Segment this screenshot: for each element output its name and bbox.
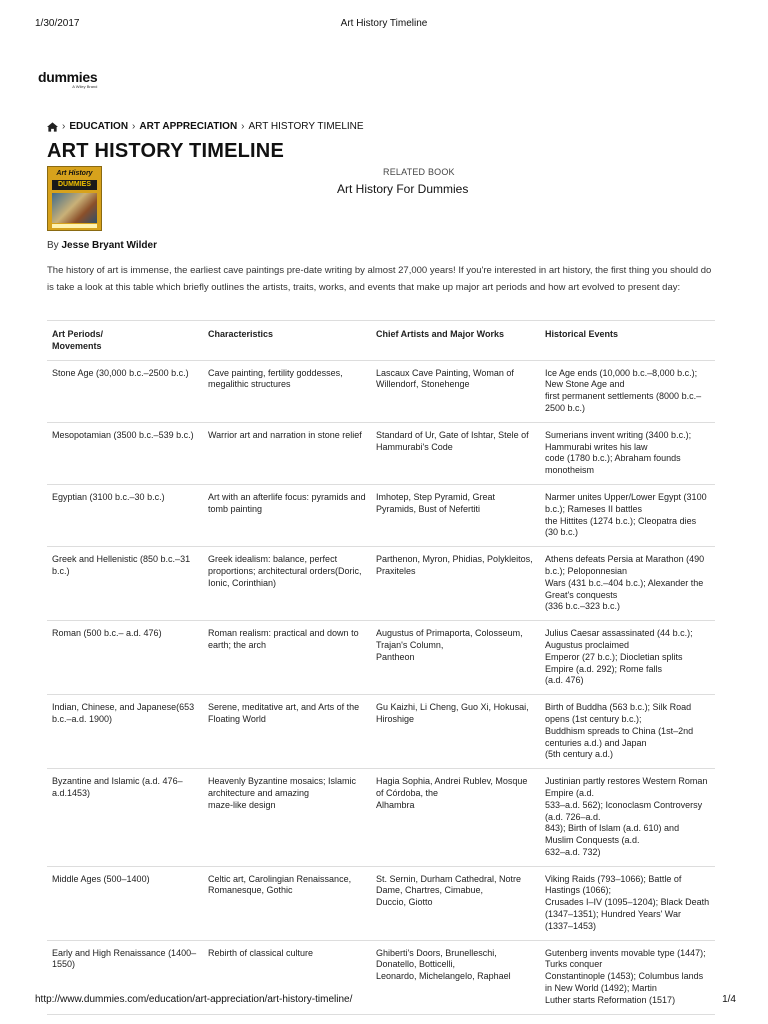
page-url: http://www.dummies.com/education/art-appreciation/art-history-timeline/ [35, 994, 353, 1005]
art-history-table [47, 320, 715, 1015]
table-row [47, 360, 715, 422]
cell-events: Narmer unites Upper/Lower Egypt (3100 b.c.); Rameses II battles the Hittites (1274 b.c.); Cleopatra dies (30 b.c.) [540, 484, 715, 546]
cell-artists: Lascaux Cave Painting, Woman of Willendorf, Stonehenge [371, 360, 540, 422]
table-row [47, 621, 715, 695]
related-book-label: RELATED BOOK [383, 167, 455, 177]
table-row [47, 422, 715, 484]
cell-events: Viking Raids (793–1066); Battle of Hastings (1066); Crusades I–IV (1095–1204); Black Death (1347–1351); Hundred Years' War (1337–1453) [540, 866, 715, 940]
print-header [0, 18, 768, 32]
logo-tagline: A Wiley Brand [72, 84, 98, 89]
cell-period: Early and High Renaissance (1400–1550) [47, 940, 203, 1014]
cell-characteristics: Celtic art, Carolingian Renaissance, Romanesque, Gothic [203, 866, 371, 940]
home-icon[interactable] [47, 122, 58, 132]
page-number: 1/4 [722, 994, 736, 1005]
page-title: ART HISTORY TIMELINE [47, 140, 284, 162]
cell-artists: Gu Kaizhi, Li Cheng, Guo Xi, Hokusai, Hiroshige [371, 695, 540, 769]
table-row [47, 547, 715, 621]
cell-characteristics: Heavenly Byzantine mosaics; Islamic architecture and amazing maze-like design [203, 769, 371, 867]
cell-period: Stone Age (30,000 b.c.–2500 b.c.) [47, 360, 203, 422]
book-cover-image[interactable] [47, 166, 102, 231]
cell-events: Sumerians invent writing (3400 b.c.); Hammurabi writes his law code (1780 b.c.); Abraham founds monotheism [540, 422, 715, 484]
column-header-periods [47, 321, 203, 361]
cell-characteristics: Rebirth of classical culture [203, 940, 371, 1014]
cell-events: Julius Caesar assassinated (44 b.c.); Augustus proclaimed Emperor (27 b.c.); Diocletian splits Empire (a.d. 292); Rome falls (a.d. 476) [540, 621, 715, 695]
cell-period: Mesopotamian (3500 b.c.–539 b.c.) [47, 422, 203, 484]
cell-characteristics: Warrior art and narration in stone relief [203, 422, 371, 484]
breadcrumb-current: ART HISTORY TIMELINE [248, 121, 364, 132]
table-row [47, 484, 715, 546]
table-header-row [47, 321, 715, 361]
print-title: Art History Timeline [340, 18, 428, 29]
breadcrumb-art-appreciation[interactable]: ART APPRECIATION [139, 121, 238, 132]
breadcrumb-education[interactable]: EDUCATION [69, 121, 129, 132]
cell-period: Roman (500 b.c.– a.d. 476) [47, 621, 203, 695]
print-date: 1/30/2017 [35, 18, 80, 29]
cell-artists: Augustus of Primaporta, Colosseum, Trajan's Column, Pantheon [371, 621, 540, 695]
logo-text: dummies [38, 69, 98, 85]
cell-characteristics: Greek idealism: balance, perfect proportions; architectural orders(Doric, Ionic, Corinthian) [203, 547, 371, 621]
cell-events: Ice Age ends (10,000 b.c.–8,000 b.c.); New Stone Age and first permanent settlements (8000 b.c.–2500 b.c.) [540, 360, 715, 422]
cell-events: Birth of Buddha (563 b.c.); Silk Road opens (1st century b.c.); Buddhism spreads to China (1st–2nd centuries a.d.) and Japan (5th century a.d.) [540, 695, 715, 769]
column-header-characteristics: Characteristics [203, 321, 371, 361]
cell-artists: Standard of Ur, Gate of Ishtar, Stele of Hammurabi's Code [371, 422, 540, 484]
cell-period: Middle Ages (500–1400) [47, 866, 203, 940]
cell-period: Byzantine and Islamic (a.d. 476–a.d.1453) [47, 769, 203, 867]
cell-characteristics: Art with an afterlife focus: pyramids and tomb painting [203, 484, 371, 546]
byline-prefix: By [47, 240, 59, 251]
related-book-link[interactable]: Art History For Dummies [337, 182, 469, 196]
table-row [47, 769, 715, 867]
column-header-events: Historical Events [540, 321, 715, 361]
cover-title: Art History [56, 170, 93, 177]
cell-period: Greek and Hellenistic (850 b.c.–31 b.c.) [47, 547, 203, 621]
cell-artists: St. Sernin, Durham Cathedral, Notre Dame, Chartres, Cimabue, Duccio, Giotto [371, 866, 540, 940]
cell-characteristics: Roman realism: practical and down to earth; the arch [203, 621, 371, 695]
cover-strip [52, 224, 97, 228]
dummies-logo[interactable] [38, 70, 97, 89]
breadcrumb-separator: › [62, 121, 66, 132]
byline [47, 240, 157, 251]
breadcrumb [47, 121, 364, 132]
cover-artwork [52, 193, 97, 223]
column-header-artists: Chief Artists and Major Works [371, 321, 540, 361]
table-row [47, 695, 715, 769]
breadcrumb-separator: › [132, 121, 136, 132]
intro-paragraph: The history of art is immense, the earliest cave paintings pre-date writing by almost 27,000 years! If you're interested in art history, the first thing you should do is take a look at this table which briefly outlines the artists, traits, works, and events that make up major art periods and how art evolved to present day: [47, 265, 712, 293]
cell-artists: Ghiberti's Doors, Brunelleschi, Donatello, Botticelli, Leonardo, Michelangelo, Raphael [371, 940, 540, 1014]
cell-events: Gutenberg invents movable type (1447); Turks conquer Constantinople (1453); Columbus lands in New World (1492); Martin Luther starts Reformation (1517) [540, 940, 715, 1014]
cell-events: Justinian partly restores Western Roman Empire (a.d. 533–a.d. 562); Iconoclasm Controversy (a.d. 726–a.d. 843); Birth of Islam (a.d. 610) and Muslim Conquests (a.d. 632–a.d. 732) [540, 769, 715, 867]
cell-period: Indian, Chinese, and Japanese(653 b.c.–a.d. 1900) [47, 695, 203, 769]
header-text: Art Periods/ Movements [52, 329, 104, 351]
cell-period: Egyptian (3100 b.c.–30 b.c.) [47, 484, 203, 546]
cell-characteristics: Cave painting, fertility goddesses, megalithic structures [203, 360, 371, 422]
author-link[interactable]: Jesse Bryant Wilder [61, 240, 157, 251]
cell-artists: Hagia Sophia, Andrei Rublev, Mosque of Córdoba, the Alhambra [371, 769, 540, 867]
cover-brand: DUMMIES [52, 180, 97, 190]
cell-characteristics: Serene, meditative art, and Arts of the Floating World [203, 695, 371, 769]
cell-events: Athens defeats Persia at Marathon (490 b.c.); Peloponnesian Wars (431 b.c.–404 b.c.); Alexander the Great's conquests (336 b.c.–323 b.c.) [540, 547, 715, 621]
cell-artists: Imhotep, Step Pyramid, Great Pyramids, Bust of Nefertiti [371, 484, 540, 546]
print-footer [0, 994, 768, 1008]
cell-artists: Parthenon, Myron, Phidias, Polykleitos, Praxiteles [371, 547, 540, 621]
breadcrumb-separator: › [241, 121, 245, 132]
table-row [47, 866, 715, 940]
